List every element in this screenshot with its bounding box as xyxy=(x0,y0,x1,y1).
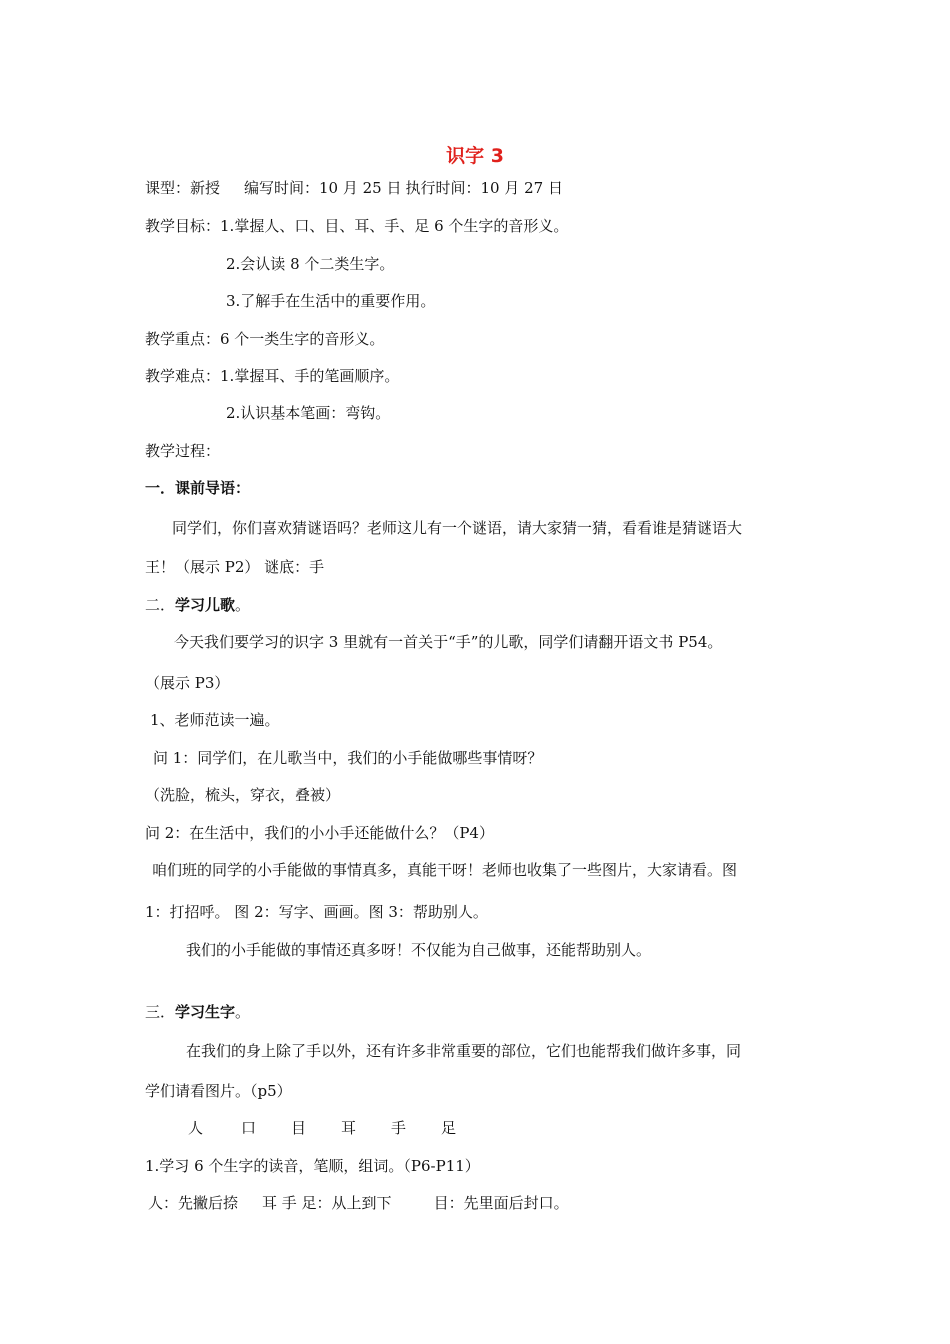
section-1-para-line-2: 王！（展示 P2） 谜底：手 xyxy=(145,558,325,576)
character-item: 耳 xyxy=(341,1119,357,1137)
section-3-step-1: 1.学习 6 个生字的读音，笔顺，组词。（P6-P11） xyxy=(145,1157,480,1175)
section-2-para-line-2: 1：打招呼。 图 2：写字、画画。图 3：帮助别人。 xyxy=(145,903,488,921)
answer-1: （洗脸，梳头，穿衣，叠被） xyxy=(145,786,341,804)
goals-label: 教学目标： xyxy=(145,217,221,235)
goal-item-1: 1.掌握人、口、目、耳、手、足 6 个生字的音形义。 xyxy=(220,217,569,235)
goal-item-2: 2.会认读 8 个二类生字。 xyxy=(226,255,395,273)
stroke-order-ren: 人：先撇后捺 xyxy=(148,1194,239,1212)
goal-item-3: 3.了解手在生活中的重要作用。 xyxy=(226,292,436,310)
stroke-order-group: 耳 手 足：从上到下 xyxy=(262,1194,392,1212)
section-3-heading xyxy=(145,1002,250,1022)
character-item: 足 xyxy=(441,1119,457,1137)
character-item: 口 xyxy=(241,1119,257,1137)
section-2-summary: 我们的小手能做的事情还真多呀！不仅能为自己做事，还能帮助别人。 xyxy=(186,941,652,959)
process-label: 教学过程： xyxy=(145,442,221,460)
document-title: 识字 3 xyxy=(446,145,504,167)
section-2-para-line-1: 咱们班的同学的小手能做的事情真多，真能干呀！老师也收集了一些图片，大家请看。图 xyxy=(152,861,738,879)
section-3-para-line-2: 学们请看图片。（p5） xyxy=(145,1082,292,1100)
meta-line xyxy=(145,178,563,198)
section-2-intro: 今天我们要学习的识字 3 里就有一首关于“手”的儿歌，同学们请翻开语文书 P54。 xyxy=(174,633,723,651)
section-1-number: 一． xyxy=(145,479,176,497)
key-point: 教学重点：6 个一类生字的音形义。 xyxy=(145,330,385,348)
difficulty-label: 教学难点： xyxy=(145,367,221,385)
goals-line xyxy=(145,216,568,236)
section-2-number: 二． xyxy=(145,596,176,614)
character-item: 手 xyxy=(391,1119,407,1137)
question-2: 问 2：在生活中，我们的小小手还能做什么？（P4） xyxy=(145,824,494,842)
section-2-title-tail: 。 xyxy=(235,596,251,614)
difficulty-line xyxy=(145,366,399,386)
section-1-para-line-1: 同学们，你们喜欢猜谜语吗？老师这儿有一个谜语，请大家猜一猜，看看谁是猜谜语大 xyxy=(172,519,743,537)
question-1: 问 1：同学们，在儿歌当中，我们的小手能做哪些事情呀？ xyxy=(153,749,543,767)
section-1-title: 课前导语： xyxy=(175,479,251,497)
section-3-number: 三． xyxy=(145,1003,176,1021)
section-3-para-line-1: 在我们的身上除了手以外，还有许多非常重要的部位，它们也能帮我们做许多事，同 xyxy=(186,1042,742,1060)
difficulty-item-2: 2.认识基本笔画：弯钩。 xyxy=(226,404,391,422)
section-2-step-1: 1、老师范读一遍。 xyxy=(150,711,280,729)
stroke-order-mu: 目：先里面后封口。 xyxy=(433,1194,569,1212)
difficulty-item-1: 1.掌握耳、手的笔画顺序。 xyxy=(220,367,400,385)
course-type: 课型：新授 xyxy=(145,179,221,197)
stroke-order-line xyxy=(148,1193,569,1213)
section-2-heading xyxy=(145,595,250,615)
section-1-heading xyxy=(145,478,250,498)
section-2-show: （展示 P3） xyxy=(145,674,230,692)
written-date: 编写时间：10 月 25 日 xyxy=(244,179,402,197)
character-row xyxy=(188,1118,456,1138)
character-item: 人 xyxy=(188,1119,204,1137)
character-item: 目 xyxy=(291,1119,307,1137)
section-3-title: 学习生字 xyxy=(175,1003,236,1021)
executed-date: 执行时间：10 月 27 日 xyxy=(405,179,563,197)
section-3-title-tail: 。 xyxy=(235,1003,251,1021)
section-2-title: 学习儿歌 xyxy=(175,596,236,614)
